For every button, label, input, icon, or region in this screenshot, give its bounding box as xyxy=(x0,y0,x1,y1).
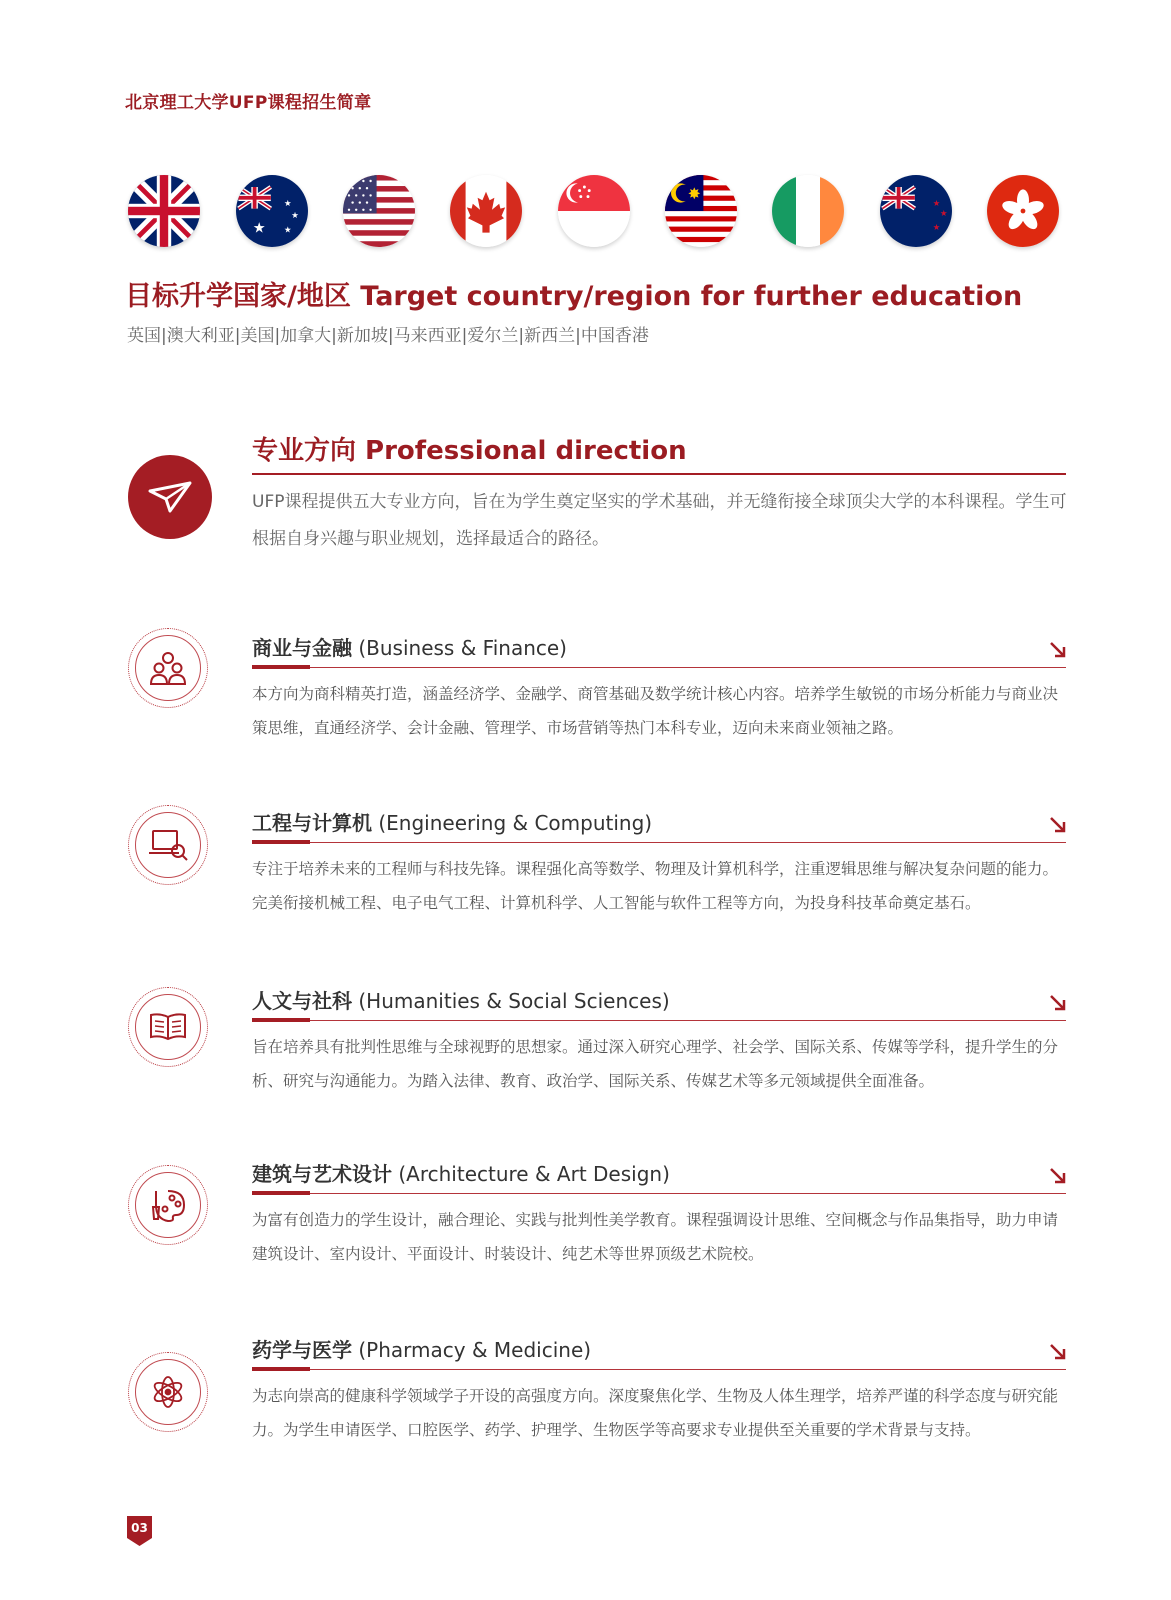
arrow-down-right-icon xyxy=(1048,1166,1068,1186)
laptop-search-icon xyxy=(128,805,208,885)
section-divider xyxy=(252,1020,1066,1021)
section-divider xyxy=(252,1369,1066,1370)
target-country-list: 英国|澳大利亚|美国|加拿大|新加坡|马来西亚|爱尔兰|新西兰|中国香港 xyxy=(127,326,649,346)
section-title-en: (Business & Finance) xyxy=(352,636,567,660)
section-title-cn: 人文与社科 xyxy=(252,989,352,1013)
section-title-en: (Architecture & Art Design) xyxy=(392,1162,670,1186)
australia-flag-icon xyxy=(236,175,308,247)
section-description-engineering: 专注于培养未来的工程师与科技先锋。课程强化高等数学、物理及计算机科学，注重逻辑思维与解决复杂问题的能力。完美衔接机械工程、电子电气工程、计算机科学、人工智能与软件工程等方向，为投身科技革命奠定基石。 xyxy=(252,860,1059,912)
target-country-heading: 目标升学国家/地区 Target country/region for further education xyxy=(125,281,1023,312)
svg-text:★: ★ xyxy=(940,207,948,218)
section-divider-accent xyxy=(252,840,310,844)
section-divider-accent xyxy=(252,665,310,669)
atom-icon xyxy=(128,1352,208,1432)
section-title-cn: 工程与计算机 xyxy=(252,811,372,835)
section-title-humanities xyxy=(252,985,670,1014)
svg-text:★: ★ xyxy=(932,198,941,209)
section-title-en: (Engineering & Computing) xyxy=(372,811,653,835)
section-divider xyxy=(252,667,1066,668)
page-number: 03 xyxy=(131,1521,148,1535)
brochure-title: 北京理工大学UFP课程招生简章 xyxy=(125,93,372,113)
malaysia-flag-icon xyxy=(665,175,737,247)
svg-text:★: ★ xyxy=(284,198,292,209)
uk-flag-icon xyxy=(128,175,200,247)
open-book-icon xyxy=(128,987,208,1067)
svg-text:★: ★ xyxy=(284,224,292,235)
people-group-icon xyxy=(128,628,208,708)
svg-text:★: ★ xyxy=(252,220,266,237)
singapore-flag-icon xyxy=(558,175,630,247)
section-title-cn: 药学与医学 xyxy=(252,1338,352,1362)
professional-direction-heading: 专业方向 Professional direction xyxy=(252,436,687,466)
canada-flag-icon xyxy=(450,175,522,247)
arrow-down-right-icon xyxy=(1048,815,1068,835)
new-zealand-flag-icon xyxy=(880,175,952,247)
arrow-down-right-icon xyxy=(1048,993,1068,1013)
section-title-en: (Humanities & Social Sciences) xyxy=(352,989,670,1013)
section-divider-accent xyxy=(252,1018,310,1022)
section-title-pharmacy xyxy=(252,1334,591,1363)
section-title-engineering xyxy=(252,807,652,836)
section-title-en: (Pharmacy & Medicine) xyxy=(352,1338,592,1362)
section-description-business: 本方向为商科精英打造，涵盖经济学、金融学、商管基础及数学统计核心内容。培养学生敏锐的市场分析能力与商业决策思维，直通经济学、会计金融、管理学、市场营销等热门本科专业，迈向未来商业领袖之路。 xyxy=(252,685,1059,737)
section-title-cn: 商业与金融 xyxy=(252,636,352,660)
svg-text:✸: ✸ xyxy=(687,185,701,203)
usa-flag-icon xyxy=(343,175,415,247)
paper-plane-icon xyxy=(128,455,212,539)
section-divider xyxy=(252,842,1066,843)
section-description-humanities: 旨在培养具有批判性思维与全球视野的思想家。通过深入研究心理学、社会学、国际关系、传媒等学科，提升学生的分析、研究与沟通能力。为踏入法律、教育、政治学、国际关系、传媒艺术等多元领域提供全面准备。 xyxy=(252,1038,1059,1090)
section-divider xyxy=(252,1193,1066,1194)
ireland-flag-icon xyxy=(772,175,844,247)
section-divider-accent xyxy=(252,1191,310,1195)
arrow-down-right-icon xyxy=(1048,640,1068,660)
section-title-business xyxy=(252,632,567,661)
heading-divider xyxy=(252,473,1066,475)
section-description-pharmacy: 为志向崇高的健康科学领域学子开设的高强度方向。深度聚焦化学、生物及人体生理学，培养严谨的科学态度与研究能力。为学生申请医学、口腔医学、药学、护理学、生物医学等高要求专业提供至关重要的学术背景与支持。 xyxy=(252,1387,1059,1439)
section-description-architecture: 为富有创造力的学生设计，融合理论、实践与批判性美学教育。课程强调设计思维、空间概念与作品集指导，助力申请建筑设计、室内设计、平面设计、时装设计、纯艺术等世界顶级艺术院校。 xyxy=(252,1211,1059,1263)
palette-brush-icon xyxy=(128,1165,208,1245)
professional-direction-description: UFP课程提供五大专业方向，旨在为学生奠定坚实的学术基础，并无缝衔接全球顶尖大学的本科课程。学生可根据自身兴趣与职业规划，选择最适合的路径。 xyxy=(252,492,1067,549)
svg-text:★: ★ xyxy=(932,222,941,233)
section-title-architecture xyxy=(252,1158,670,1187)
section-divider-accent xyxy=(252,1367,310,1371)
svg-text:★: ★ xyxy=(291,210,299,221)
section-title-cn: 建筑与艺术设计 xyxy=(252,1162,392,1186)
hong-kong-flag-icon xyxy=(987,175,1059,247)
arrow-down-right-icon xyxy=(1048,1342,1068,1362)
